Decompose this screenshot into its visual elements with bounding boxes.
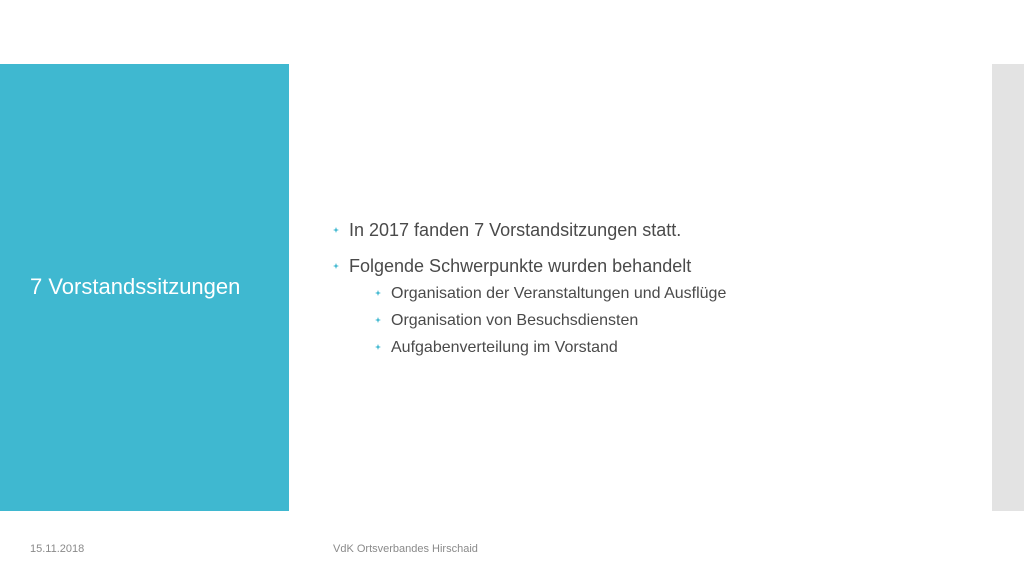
- bullet-dot-icon: [333, 263, 339, 269]
- sub-bullet-text: Aufgabenverteilung im Vorstand: [391, 339, 618, 356]
- sub-bullet-text: Organisation der Veranstaltungen und Ausflüge: [391, 285, 727, 302]
- bullet-text: Folgende Schwerpunkte wurden behandelt: [349, 256, 692, 276]
- bullet-dot-icon: [375, 290, 381, 296]
- slide-content: [333, 218, 973, 373]
- bullet-item: [333, 254, 973, 361]
- bullet-list: [333, 218, 973, 361]
- bullet-dot-icon: [375, 317, 381, 323]
- footer-text: VdK Ortsverbandes Hirschaid: [333, 543, 478, 555]
- slide-title: 7 Vorstandssitzungen: [30, 274, 241, 299]
- right-decorative-strip: [992, 64, 1024, 511]
- bullet-dot-icon: [375, 344, 381, 350]
- bullet-text: In 2017 fanden 7 Vorstandsitzungen statt.: [349, 220, 682, 240]
- footer-date: 15.11.2018: [30, 543, 85, 555]
- sub-bullet-list: [375, 280, 973, 361]
- bullet-dot-icon: [333, 227, 339, 233]
- sub-bullet-item: [375, 334, 973, 361]
- sub-bullet-item: [375, 307, 973, 334]
- sub-bullet-item: [375, 280, 973, 307]
- bullet-item: [333, 218, 973, 242]
- sub-bullet-text: Organisation von Besuchsdiensten: [391, 312, 639, 329]
